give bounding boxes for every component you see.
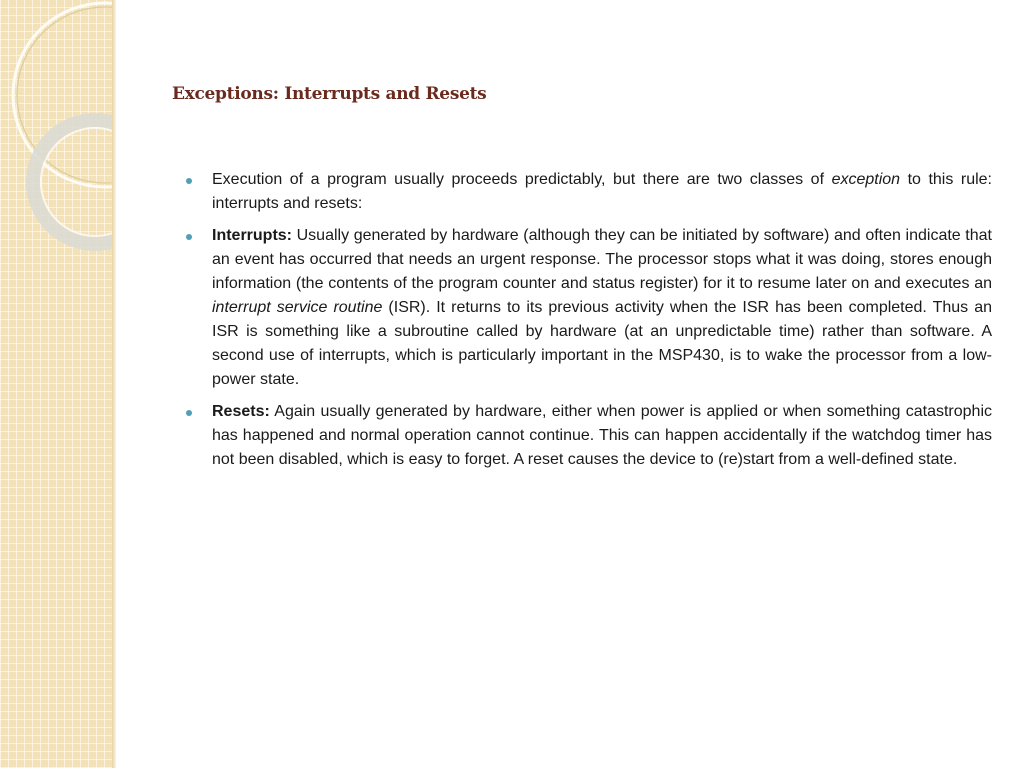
side-strip-edge [112,0,116,768]
bullet-item-interrupts [186,224,992,392]
bullet-text: Usually generated by hardware (although they can be initiated by software) and often indicate that an event has occurred that needs an urgent response. The processor stops what it was doing, stores enough information (the contents of the program counter and status register) for it to resume later on and executes an [212,227,992,292]
bullet-text: (ISR). It returns to its previous activity when the ISR has been completed. Thus an ISR is something like a subroutine called by hardware (at an unpredictable time) rather than software. A second use of interrupts, which is particularly important in the MSP430, is to wake the processor from a low-power state. [212,299,993,388]
bullet-text: to this rule: interrupts and resets: [212,171,993,212]
decorative-side-strip [0,0,112,768]
bullet-text: Execution of a program usually proceeds predictably, but there are two classes of [212,171,825,188]
slide-title: Exceptions: Interrupts and Resets [172,84,487,104]
term-interrupts: Interrupts: [212,227,292,244]
bullet-dot-icon [186,410,192,416]
bullet-dot-icon [186,178,192,184]
emphasis-isr: interrupt service routine [212,299,383,316]
bullet-item-exceptions [186,168,992,216]
bullet-dot-icon [186,234,192,240]
bullet-item-resets [186,400,992,472]
emphasis-exception: exception [831,171,901,188]
decorative-rings [0,0,112,768]
term-resets: Resets: [212,403,270,420]
bullet-list [186,168,992,480]
bullet-text: Again usually generated by hardware, either when power is applied or when something catastrophic has happened and normal operation cannot continue. This can happen accidentally if the watchdog timer has not been disabled, which is easy to forget. A reset causes the device to (re)start from a well-defined state. [212,403,992,468]
